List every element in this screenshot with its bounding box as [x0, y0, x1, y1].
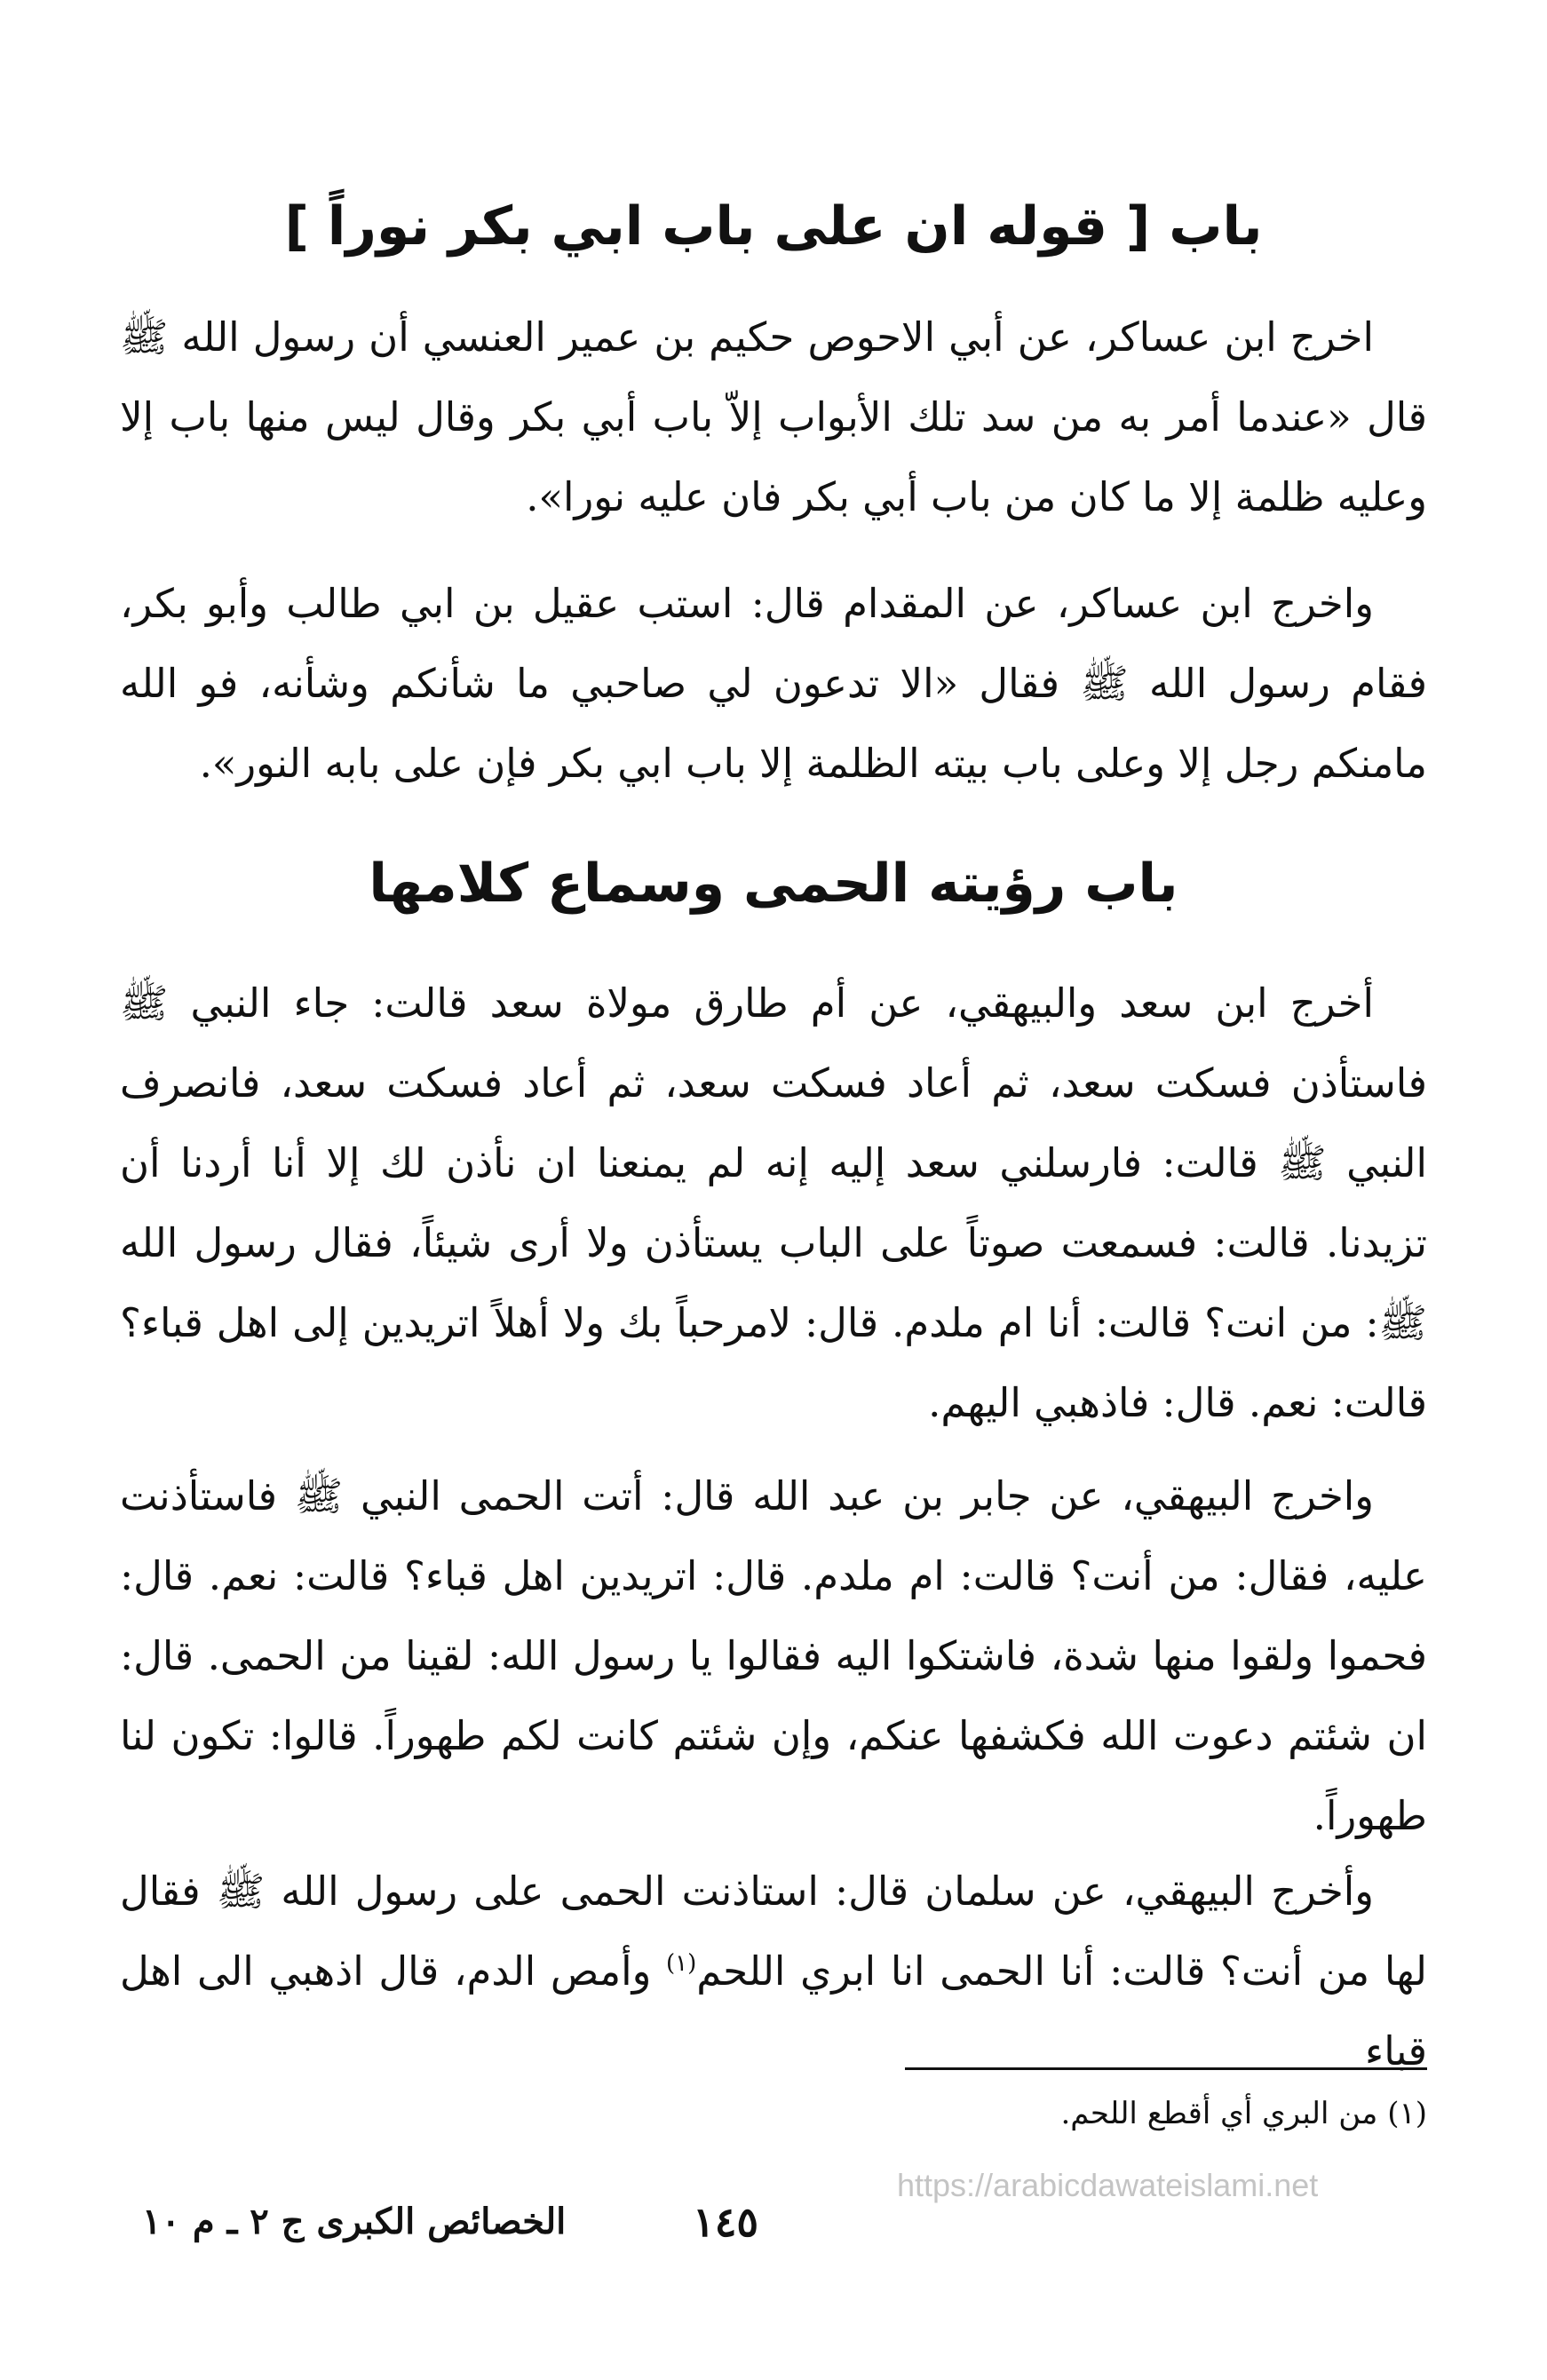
paragraph: اخرج ابن عساكر، عن أبي الاحوص حكيم بن عمير العنسي أن رسول الله ﷺ قال «عندما أمر به من سد تلك الأبواب إلاّ باب أبي بكر وقال ليس منها باب إلا وعليه ظلمة إلا ما كان من باب أبي بكر فان عليه نورا».: [120, 313, 1427, 520]
footnote: (١) من البري أي أقطع اللحم.: [1060, 2096, 1427, 2131]
footnote-marker: (١): [666, 1950, 697, 1977]
paragraph: واخرج البيهقي، عن جابر بن عبد الله قال: أتت الحمى النبي ﷺ فاستأذنت عليه، فقال: من أنت؟ قالت: ام ملدم. قال: اتريدين اهل قباء؟ قالت: نعم. قال: فحموا ولقوا منها شدة، فاشتكوا اليه فقالوا يا رسول الله: لقينا من الحمى. قال: ان شئتم دعوت الله فكشفها عنكم، وإن شئتم كانت لكم طهوراً. قالوا: تكون لنا طهوراً.: [120, 1472, 1427, 1839]
watermark-url: https://arabicdawateislami.net: [897, 2167, 1319, 2203]
paragraph: واخرج ابن عساكر، عن المقدام قال: استب عقيل بن ابي طالب وأبو بكر، فقام رسول الله ﷺ فقال «الا تدعون لي صاحبي ما شأنكم وشأنه، فو الله مامنكم رجل إلا وعلى باب بيته الظلمة إلا باب ابي بكر فإن على بابه النور».: [120, 580, 1427, 787]
running-title: الخصائص الكبرى ج ٢ ـ م ١٠: [142, 2201, 567, 2242]
page-number: ١٤٥: [693, 2198, 759, 2246]
paragraph: [120, 1852, 1427, 2091]
paragraph-text: وأخرج البيهقي، عن سلمان قال: استاذنت الحمى على رسول الله ﷺ فقال لها من أنت؟ قالت: أنا الحمى انا ابري اللحم: [120, 1868, 1427, 1995]
paragraph-text-tail: وأمص الدم، قال اذهبي الى اهل قباء: [120, 1948, 1427, 2075]
section-heading-fever: باب رؤيته الحمى وسماع كلامها: [369, 853, 1178, 915]
paragraph: أخرج ابن سعد والبيهقي، عن أم طارق مولاة سعد قالت: جاء النبي ﷺ فاستأذن فسكت سعد، ثم أعاد فسكت سعد، ثم أعاد فسكت سعد، فانصرف النبي ﷺ قالت: فارسلني سعد إليه إنه لم يمنعنا ان نأذن لك إلا أنا أردنا أن تزيدنا. قالت: فسمعت صوتاً على الباب يستأذن ولا أرى شيئاً، فقال رسول الله ﷺ: من انت؟ قالت: أنا ام ملدم. قال: لامرحباً بك ولا أهلاً اتريدين إلى اهل قباء؟ قالت: نعم. قال: فاذهبي اليهم.: [120, 980, 1427, 1426]
section-heading-door-of-abu-bakr: باب [ قوله ان على باب ابي بكر نوراً ]: [284, 195, 1263, 258]
footnote-separator: [905, 2067, 1427, 2070]
